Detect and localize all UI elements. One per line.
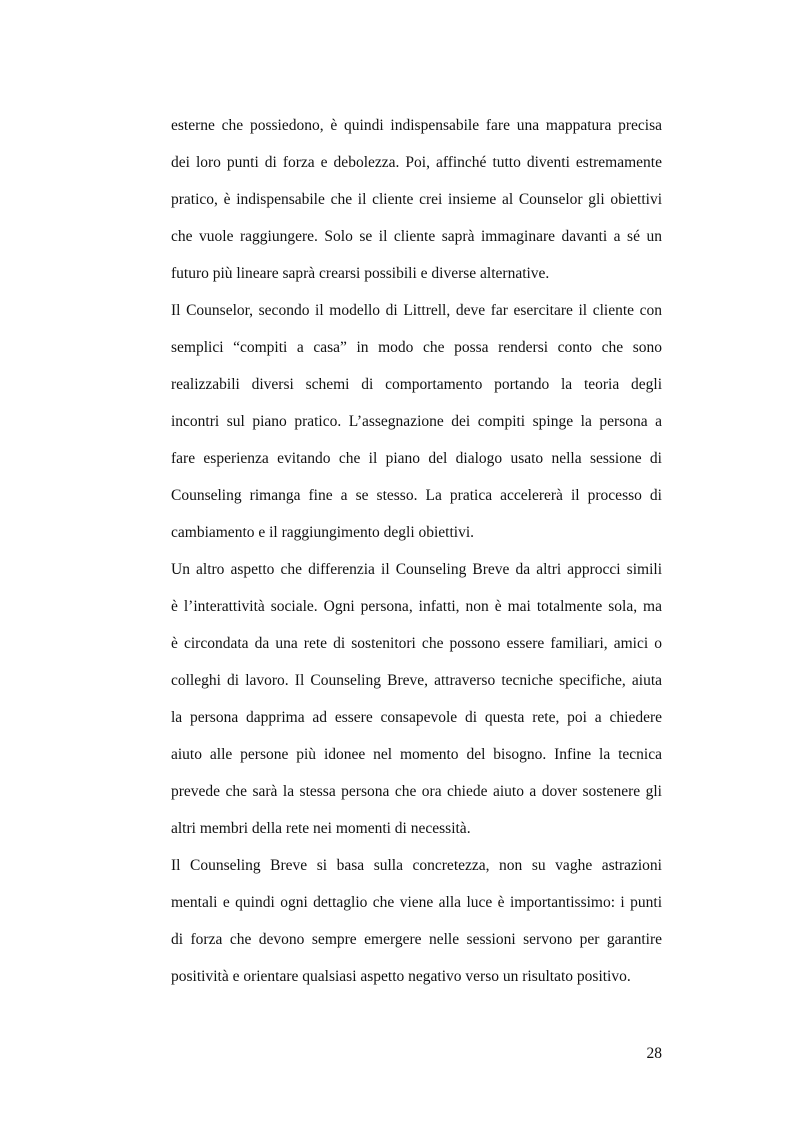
- text-line: prevede che sarà la stessa persona che ora chiede aiuto a dover sostenere gli: [171, 783, 662, 800]
- text-line: realizzabili diversi schemi di comportamento portando la teoria degli: [171, 376, 662, 393]
- text-line: pratico, è indispensabile che il cliente crei insieme al Counselor gli obiettivi: [171, 191, 662, 208]
- text-line: colleghi di lavoro. Il Counseling Breve, attraverso tecniche specifiche, aiuta: [171, 672, 662, 689]
- text-line: positività e orientare qualsiasi aspetto negativo verso un risultato positivo.: [171, 968, 631, 985]
- text-line: di forza che devono sempre emergere nelle sessioni servono per garantire: [171, 931, 662, 948]
- body-text: [171, 107, 662, 995]
- text-line: la persona dapprima ad essere consapevole di questa rete, poi a chiedere: [171, 709, 662, 726]
- text-line: semplici “compiti a casa” in modo che possa rendersi conto che sono: [171, 339, 662, 356]
- text-line: è l’interattività sociale. Ogni persona, infatti, non è mai totalmente sola, ma: [171, 598, 662, 615]
- text-line: Il Counseling Breve si basa sulla concretezza, non su vaghe astrazioni: [171, 857, 662, 874]
- text-line: aiuto alle persone più idonee nel momento del bisogno. Infine la tecnica: [171, 746, 662, 763]
- page-number: 28: [646, 1045, 662, 1062]
- text-line: incontri sul piano pratico. L’assegnazione dei compiti spinge la persona a: [171, 413, 662, 430]
- text-line: dei loro punti di forza e debolezza. Poi, affinché tutto diventi estremamente: [171, 154, 662, 171]
- text-line: cambiamento e il raggiungimento degli obiettivi.: [171, 524, 475, 541]
- text-line: Il Counselor, secondo il modello di Littrell, deve far esercitare il cliente con: [171, 302, 662, 319]
- text-line: che vuole raggiungere. Solo se il cliente saprà immaginare davanti a sé un: [171, 228, 662, 245]
- text-line: esterne che possiedono, è quindi indispensabile fare una mappatura precisa: [171, 117, 662, 134]
- text-line: Counseling rimanga fine a se stesso. La pratica accelererà il processo di: [171, 487, 662, 504]
- text-line: mentali e quindi ogni dettaglio che viene alla luce è importantissimo: i punti: [171, 894, 662, 911]
- text-line: è circondata da una rete di sostenitori che possono essere familiari, amici o: [171, 635, 662, 652]
- text-line: altri membri della rete nei momenti di necessità.: [171, 820, 471, 837]
- text-line: futuro più lineare saprà crearsi possibili e diverse alternative.: [171, 265, 550, 282]
- text-line: fare esperienza evitando che il piano del dialogo usato nella sessione di: [171, 450, 662, 467]
- text-line: Un altro aspetto che differenzia il Counseling Breve da altri approcci simili: [171, 561, 662, 578]
